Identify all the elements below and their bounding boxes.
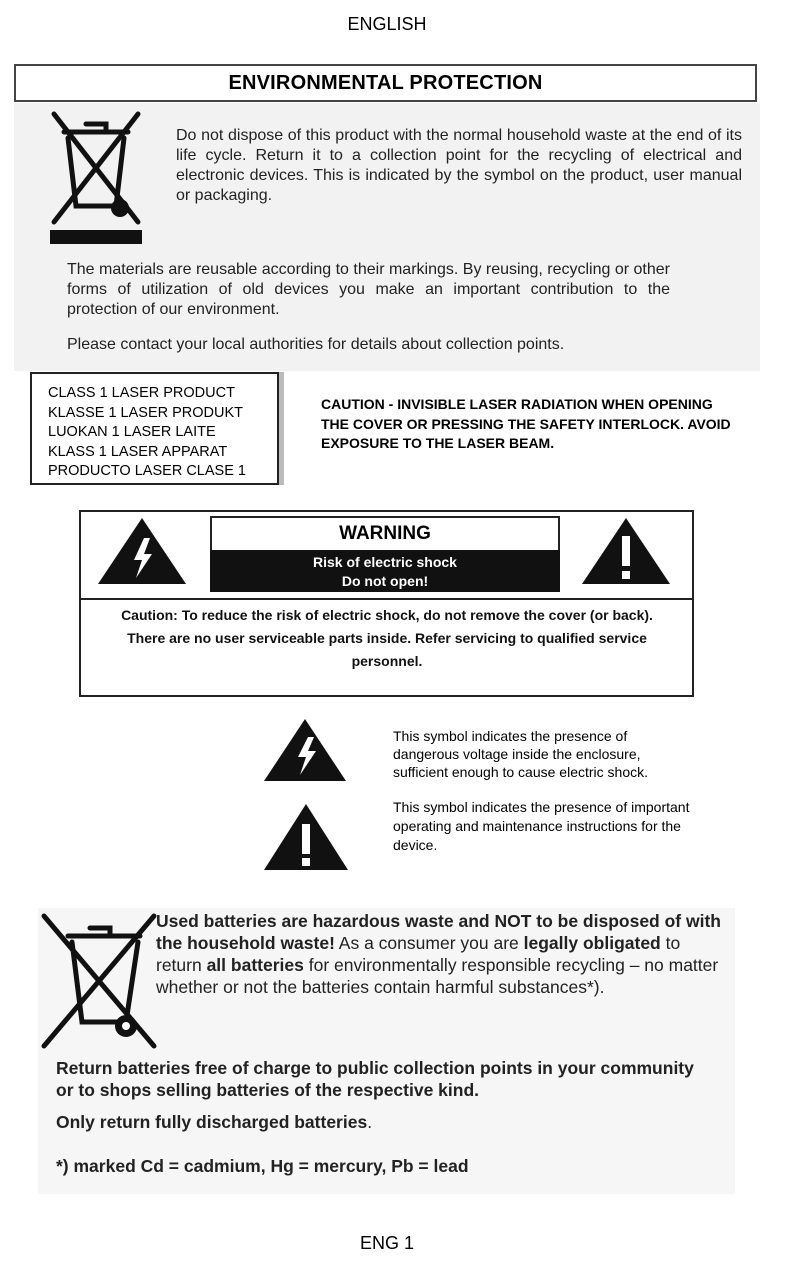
battery-paragraph-3 <box>56 1111 706 1133</box>
laser-caution-text: CAUTION - INVISIBLE LASER RADIATION WHEN OPENING THE COVER OR PRESSING THE SAFETY INTERLOCK. AVOID EXPOSURE TO THE LASER BEAM. <box>321 396 731 451</box>
battery-text-1: As a consumer you are <box>334 933 524 953</box>
crossed-wheelie-bin-icon <box>50 110 142 246</box>
laser-label-line: KLASSE 1 LASER PRODUKT <box>48 404 244 421</box>
warning-do-not-open-line: Do not open! <box>341 573 429 589</box>
laser-class-label-box <box>30 372 279 485</box>
laser-label-line: PRODUCTO LASER CLASE 1 <box>48 463 246 479</box>
warning-risk-line: Risk of electric shock <box>313 554 457 570</box>
battery-text-2: to return <box>156 933 681 975</box>
page-number: ENG 1 <box>359 1233 415 1253</box>
laser-label-line: CLASS 1 LASER PRODUCT <box>48 385 235 401</box>
battery-hazard-bold: Used batteries are hazardous waste and NOT to be disposed of with the household waste! <box>156 911 721 953</box>
electric-shock-warning-icon <box>96 516 188 586</box>
warning-black-banner <box>210 550 560 592</box>
warning-caution-line-1: Caution: To reduce the risk of electric shock, do not remove the cover (or back). <box>121 607 653 623</box>
battery-all-bold: all batteries <box>206 955 304 975</box>
warning-divider <box>81 598 692 600</box>
instructions-symbol-description: This symbol indicates the presence of important operating and maintenance instructions for the device. <box>393 799 690 853</box>
env-protection-title: ENVIRONMENTAL PROTECTION <box>14 64 757 102</box>
warning-caution-line-3: personnel. <box>351 653 423 669</box>
laser-label-line: LUOKAN 1 LASER LAITE <box>48 424 216 440</box>
battery-text-3: for environmentally responsible recycling – no matter whether or not the batteries contain harmful substances*). <box>156 955 719 997</box>
battery-period: . <box>367 1112 373 1132</box>
exclamation-warning-icon <box>580 516 672 586</box>
warning-title: WARNING <box>210 516 560 550</box>
crossed-battery-bin-icon <box>40 910 158 1050</box>
laser-label-line: KLASS 1 LASER APPARAT <box>48 443 228 460</box>
battery-legally-bold: legally obligated <box>523 933 661 953</box>
language-heading: ENGLISH <box>347 14 427 34</box>
warning-caution-line-2: There are no user serviceable parts inside. Refer servicing to qualified service <box>127 630 647 646</box>
battery-footnote: *) marked Cd = cadmium, Hg = mercury, Pb = lead <box>56 1156 469 1176</box>
env-paragraph-3: Please contact your local authorities for details about collection points. <box>67 336 565 353</box>
dangerous-voltage-icon <box>262 717 348 783</box>
battery-paragraph-2: Return batteries free of charge to public collection points in your community or to shops selling batteries of the respective kind. <box>56 1058 694 1100</box>
battery-paragraph-1 <box>156 910 726 998</box>
battery-discharged-bold: Only return fully discharged batteries <box>56 1112 368 1132</box>
env-paragraph-1: Do not dispose of this product with the normal household waste at the end of its life cycle. Return it to a collection point for the recycling of electrical and electronic devices. This is indicated by the symbol on the product, user manual or packaging. <box>176 127 742 204</box>
env-paragraph-2: The materials are reusable according to their markings. By reusing, recycling or other forms of utilization of old devices you make an important contribution to the protection of our environment. <box>67 261 670 318</box>
warning-caution-text <box>90 604 684 673</box>
voltage-symbol-description: This symbol indicates the presence of dangerous voltage inside the enclosure, sufficient enough to cause electric shock. <box>393 728 649 780</box>
important-instructions-icon <box>262 802 350 872</box>
